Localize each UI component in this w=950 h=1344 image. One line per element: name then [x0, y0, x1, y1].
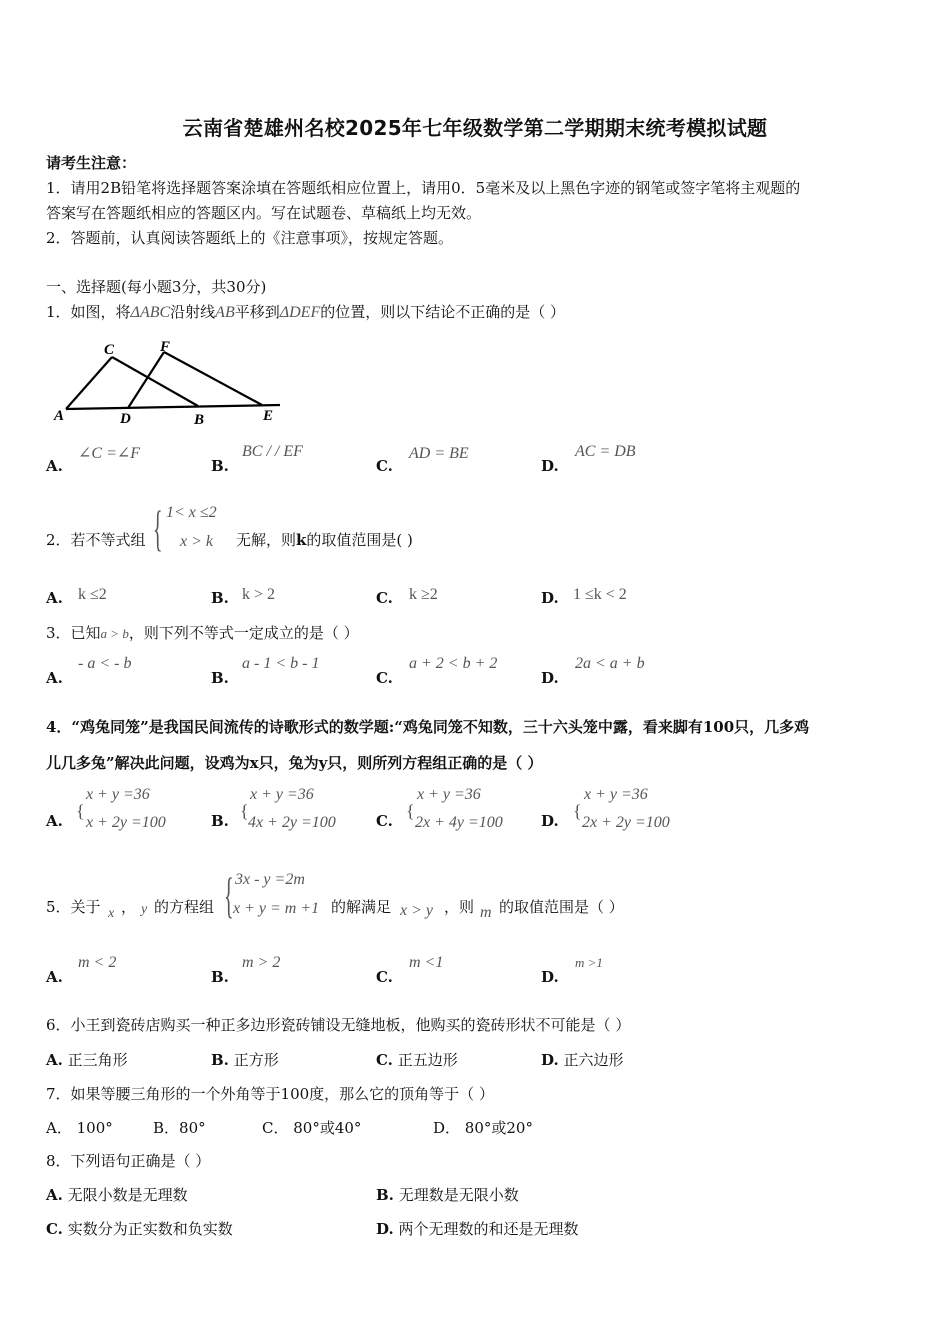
q3-text-2: ，则下列不等式一定成立的是（ ） [128, 624, 359, 642]
q5-text-4: ，则 [444, 898, 475, 916]
q4-stem-line-2: 儿几多兔”解决此问题，设鸡为x只，兔为y只，则所列方程组正确的是（ ） [46, 754, 543, 772]
q4-option-a-line-1: x + y =36 [86, 786, 150, 803]
q2-option-c: k ≥2 [409, 586, 438, 603]
notice-line-2: 2．答题前，认真阅读答题纸上的《注意事项》，按规定答题。 [46, 229, 454, 247]
q8-option-c-label: C. [46, 1220, 63, 1238]
q1-math-ab: AB [215, 304, 235, 321]
q6-option-b-label: B. [211, 1051, 229, 1069]
q8-option-b-label: B. [376, 1186, 394, 1204]
q2-option-b: k > 2 [242, 586, 276, 603]
q1-option-a-label: A. [46, 457, 63, 475]
fig-label-a: A [54, 408, 65, 424]
q5-text-5: 的取值范围是（ ） [499, 898, 624, 916]
q3-option-d-label: D. [541, 669, 559, 687]
q8-option-d-text: 两个无理数的和还是无理数 [398, 1220, 579, 1238]
q2-option-b-label: B. [211, 589, 229, 607]
q5-text-1: 5．关于 [46, 898, 101, 916]
fig-label-b: B [194, 412, 205, 428]
q1-math-def: ΔDEF [279, 304, 321, 321]
q1-text-4: 的位置，则以下结论不正确的是（ ） [320, 303, 566, 321]
q4-option-c-brace: { [406, 801, 415, 821]
fig-label-c: C [104, 342, 115, 358]
q2-brace: { [153, 500, 163, 556]
q5-option-c-label: C. [376, 968, 393, 986]
q1-option-d-label: D. [541, 457, 559, 475]
q2-text-wujie: 无解，则 [236, 531, 297, 549]
q2-option-c-label: C. [376, 589, 393, 607]
q2-k: k [296, 531, 307, 549]
q2-system-line-1: 1< x ≤2 [166, 504, 217, 521]
q2-option-d: 1 ≤k < 2 [573, 586, 627, 603]
question-1-stem [46, 301, 565, 322]
q1-option-b-label: B. [211, 457, 229, 475]
q3-math-cond: a > b [100, 626, 129, 641]
q7-option-a: A． 100° [46, 1119, 113, 1137]
q6-option-c-label: C. [376, 1051, 393, 1069]
q8-option-b-text: 无理数是无限小数 [398, 1186, 519, 1204]
notice-line-1a: 1．请用2B铅笔将选择题答案涂填在答题纸相应位置上，请用0．5毫米及以上黑色字迹的钢笔或签字笔将主观题的 [46, 179, 801, 197]
section-heading: 一、选择题(每小题3分，共30分) [46, 278, 267, 296]
q4-option-c-label: C. [376, 812, 393, 830]
q3-option-d: 2a < a + b [575, 655, 645, 672]
page-title: 云南省楚雄州名校2025年七年级数学第二学期期末统考模拟试题 [182, 116, 768, 140]
q3-option-a-label: A. [46, 669, 63, 687]
q6-option-c [376, 1049, 458, 1070]
notice-line-1b: 答案写在答题纸相应的答题区内。写在试题卷、草稿纸上均无效。 [46, 204, 482, 222]
q1-text-3: 平移到 [234, 303, 280, 321]
q2-text-1: 2．若不等式组 [46, 531, 146, 549]
fig-label-f: F [160, 339, 171, 355]
q7-stem: 7．如果等腰三角形的一个外角等于100度，那么它的顶角等于（ ） [46, 1085, 494, 1103]
q8-stem: 8．下列语句正确是（ ） [46, 1152, 211, 1170]
q5-var-m: m [480, 904, 492, 921]
q3-option-c-label: C. [376, 669, 393, 687]
q7-option-b: B．80° [153, 1119, 206, 1137]
q8-option-d [376, 1218, 579, 1239]
q5-comma: ， [121, 898, 137, 916]
q5-option-a-label: A. [46, 968, 63, 986]
q8-option-c [46, 1218, 233, 1239]
q5-text-2: 的方程组 [154, 898, 215, 916]
q4-option-b-line-1: x + y =36 [250, 786, 314, 803]
q6-stem: 6．小王到瓷砖店购买一种正多边形瓷砖铺设无缝地板，他购买的瓷砖形状不可能是（ ） [46, 1016, 631, 1034]
q6-option-d-label: D. [541, 1051, 559, 1069]
q2-option-d-label: D. [541, 589, 559, 607]
q5-option-d: m >1 [575, 955, 603, 970]
q1-math-abc: ΔABC [130, 304, 171, 321]
q1-option-a: ∠C =∠F [78, 445, 141, 462]
q4-option-a-brace: { [76, 801, 85, 821]
q6-option-d-text: 正六边形 [563, 1051, 624, 1069]
q5-option-c: m <1 [409, 954, 444, 971]
fig-label-d: D [120, 411, 131, 427]
q3-text-1: 3．已知 [46, 624, 101, 642]
q6-option-a-label: A. [46, 1051, 63, 1069]
q4-option-d-brace: { [573, 801, 582, 821]
q3-option-b-label: B. [211, 669, 229, 687]
q5-var-y: y [141, 902, 148, 917]
q8-option-a-text: 无限小数是无理数 [67, 1186, 188, 1204]
q1-option-d: AC = DB [575, 443, 636, 460]
q2-option-a-label: A. [46, 589, 63, 607]
q5-system-line-2: x + y = m +1 [233, 900, 320, 917]
q4-option-b-line-2: 4x + 2y =100 [248, 814, 336, 831]
q5-brace: { [224, 867, 234, 923]
q4-option-a-label: A. [46, 812, 63, 830]
q6-option-a [46, 1049, 128, 1070]
q4-option-a-line-2: x + 2y =100 [86, 814, 166, 831]
q8-option-b [376, 1184, 519, 1205]
q4-option-c-line-2: 2x + 4y =100 [415, 814, 503, 831]
q5-option-d-label: D. [541, 968, 559, 986]
q4-option-d-label: D. [541, 812, 559, 830]
q6-option-b [211, 1049, 279, 1070]
q1-text-1: 1．如图，将 [46, 303, 131, 321]
q2-option-a: k ≤2 [78, 586, 107, 603]
fig-label-e: E [263, 408, 274, 424]
question-3-stem [46, 622, 359, 643]
q1-text-2: 沿射线 [170, 303, 216, 321]
q1-option-c: AD = BE [409, 445, 469, 462]
q5-option-b: m > 2 [242, 954, 281, 971]
q1-option-c-label: C. [376, 457, 393, 475]
q4-option-c-line-1: x + y =36 [417, 786, 481, 803]
q7-option-c: C． 80°或40° [262, 1119, 362, 1137]
q4-option-b-brace: { [240, 801, 249, 821]
q4-stem-line-1: 4．“鸡兔同笼”是我国民间流传的诗歌形式的数学题:“鸡兔同笼不知数，三十六头笼中露，看来脚有100只，几多鸡 [46, 718, 810, 736]
q5-system-line-1: 3x - y =2m [235, 871, 305, 888]
q5-option-a: m < 2 [78, 954, 117, 971]
q4-option-d-line-1: x + y =36 [584, 786, 648, 803]
q7-option-d: D． 80°或20° [433, 1119, 533, 1137]
q6-option-d [541, 1049, 624, 1070]
q2-system-line-2: x > k [180, 533, 213, 550]
q5-text-3: 的解满足 [331, 898, 392, 916]
q5-condition: x > y [400, 902, 433, 919]
notice-heading: 请考生注意： [46, 154, 137, 172]
q6-option-a-text: 正三角形 [67, 1051, 128, 1069]
q5-var-x: x [108, 906, 115, 921]
q8-option-a-label: A. [46, 1186, 63, 1204]
q1-option-b: BC / / EF [242, 443, 303, 460]
translation-figure [40, 332, 290, 432]
q6-option-c-text: 正五边形 [397, 1051, 458, 1069]
q4-option-d-line-2: 2x + 2y =100 [582, 814, 670, 831]
q6-option-b-text: 正方形 [233, 1051, 279, 1069]
q3-option-a: - a < - b [78, 655, 132, 672]
q8-option-c-text: 实数分为正实数和负实数 [67, 1220, 233, 1238]
q3-option-c: a + 2 < b + 2 [409, 655, 498, 672]
q2-text-2 [236, 529, 413, 550]
q3-option-b: a - 1 < b - 1 [242, 655, 320, 672]
q8-option-a [46, 1184, 188, 1205]
q4-option-b-label: B. [211, 812, 229, 830]
q5-option-b-label: B. [211, 968, 229, 986]
q8-option-d-label: D. [376, 1220, 394, 1238]
q2-text-3: 的取值范围是( ) [306, 531, 413, 549]
